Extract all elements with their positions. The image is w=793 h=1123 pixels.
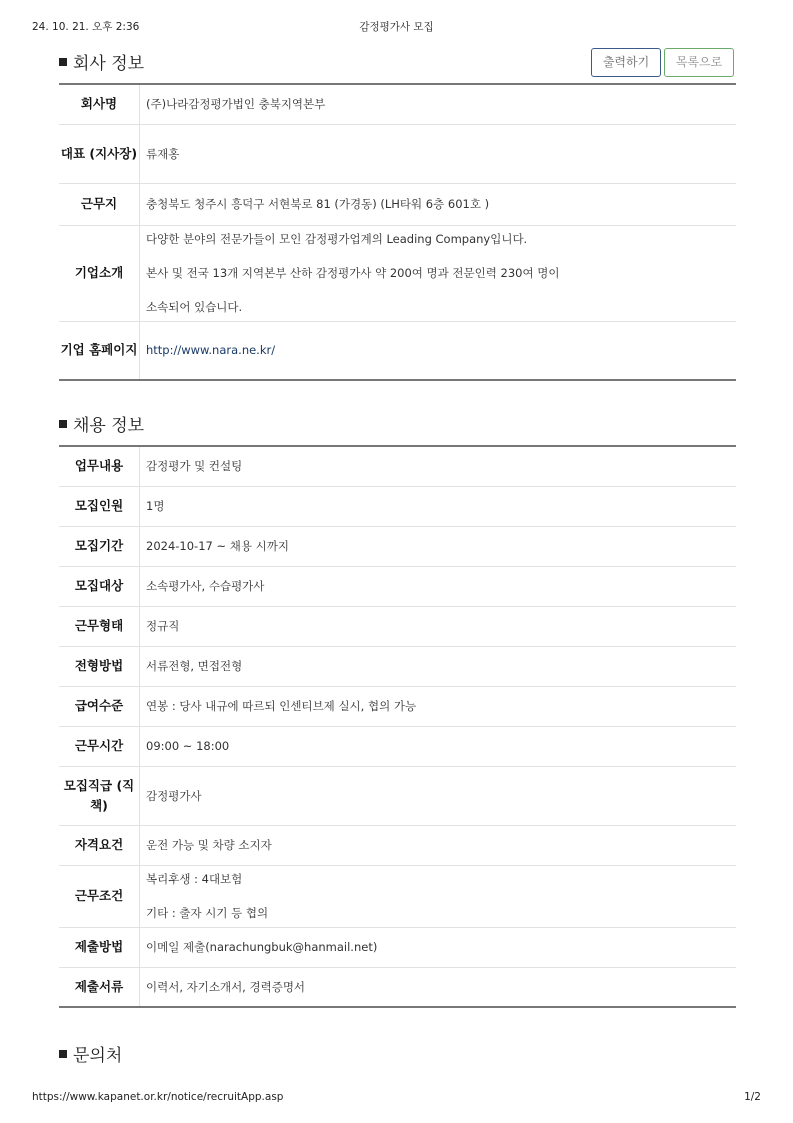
row-value: 09:00 ~ 18:00 — [140, 726, 737, 766]
table-row — [59, 446, 736, 486]
company-ceo: 류재홍 — [140, 124, 737, 183]
print-url: https://www.kapanet.or.kr/notice/recruitApp.asp — [32, 1091, 284, 1103]
row-label: 기업소개 — [59, 225, 140, 321]
homepage-link[interactable]: http://www.nara.ne.kr/ — [146, 343, 276, 358]
row-label: 근무시간 — [59, 726, 140, 766]
table-row — [59, 646, 736, 686]
table-row — [59, 825, 736, 865]
row-label: 근무조건 — [59, 865, 140, 927]
recruit-section-title-text: 채용 정보 — [73, 416, 145, 436]
row-label — [59, 766, 140, 825]
row-value: 감정평가 및 컨설팅 — [140, 446, 737, 486]
recruit-position: 감정평가사 — [140, 766, 737, 825]
row-label: 모집대상 — [59, 566, 140, 606]
contact-section-title-text: 문의처 — [73, 1046, 123, 1066]
table-row — [59, 686, 736, 726]
table-row — [59, 927, 736, 967]
row-value: 소속평가사, 수습평가사 — [140, 566, 737, 606]
row-label: 근무형태 — [59, 606, 140, 646]
row-label — [59, 124, 140, 183]
square-bullet-icon — [59, 58, 67, 66]
row-label — [59, 321, 140, 380]
square-bullet-icon — [59, 1050, 67, 1058]
table-row — [59, 967, 736, 1007]
table-row — [59, 124, 736, 183]
company-intro — [140, 225, 737, 321]
square-bullet-icon — [59, 420, 67, 428]
row-value: 정규직 — [140, 606, 737, 646]
print-date: 24. 10. 21. 오후 2:36 — [32, 21, 140, 33]
company-section-title — [59, 49, 144, 74]
row-label: 회사명 — [59, 84, 140, 124]
condition-line: 기타 : 출자 시기 등 협의 — [146, 906, 269, 920]
row-label: 급여수준 — [59, 686, 140, 726]
condition-line: 복리후생 : 4대보험 — [146, 872, 243, 886]
contact-section-title — [59, 1041, 122, 1066]
print-button[interactable]: 출력하기 — [591, 48, 661, 77]
intro-line: 소속되어 있습니다. — [146, 300, 243, 314]
recruit-submit-method: 이메일 제출(narachungbuk@hanmail.net) — [140, 927, 737, 967]
table-row — [59, 183, 736, 225]
row-label-line: 모집직급 — [63, 777, 113, 793]
print-page-title: 감정평가사 모집 — [359, 21, 434, 33]
table-row — [59, 726, 736, 766]
intro-line: 본사 및 전국 13개 지역본부 산하 감정평가사 약 200여 명과 전문인력 230여 명이 — [146, 266, 560, 280]
row-label: 모집기간 — [59, 526, 140, 566]
row-label: 전형방법 — [59, 646, 140, 686]
table-row — [59, 84, 736, 124]
list-button[interactable]: 목록으로 — [664, 48, 734, 77]
recruit-section-title — [59, 411, 144, 436]
row-label: 근무지 — [59, 183, 140, 225]
table-row — [59, 486, 736, 526]
table-row — [59, 606, 736, 646]
row-label: 제출방법 — [59, 927, 140, 967]
row-label: 제출서류 — [59, 967, 140, 1007]
print-header — [32, 19, 761, 35]
row-value: 1명 — [140, 486, 737, 526]
print-footer — [32, 1091, 761, 1107]
table-row — [59, 865, 736, 927]
recruit-conditions — [140, 865, 737, 927]
table-row — [59, 566, 736, 606]
company-location: 충청북도 청주시 흥덕구 서현북로 81 (가경동) (LH타워 6층 601호 ) — [140, 183, 737, 225]
row-value: 서류전형, 면접전형 — [140, 646, 737, 686]
row-label: 자격요건 — [59, 825, 140, 865]
company-section-title-text: 회사 정보 — [73, 54, 145, 74]
company-name: (주)나라감정평가법인 충북지역본부 — [140, 84, 737, 124]
row-value: 2024-10-17 ~ 채용 시까지 — [140, 526, 737, 566]
table-row — [59, 225, 736, 321]
row-value: 연봉 : 당사 내규에 따르되 인센티브제 실시, 협의 가능 — [140, 686, 737, 726]
row-label-line: (지사장) — [89, 145, 138, 161]
recruit-qualification: 운전 가능 및 차량 소지자 — [140, 825, 737, 865]
recruit-info-table — [59, 445, 736, 1008]
recruit-documents: 이력서, 자기소개서, 경력증명서 — [146, 979, 306, 994]
row-label-line: 대표 — [60, 145, 86, 161]
table-row — [59, 321, 736, 380]
row-label: 업무내용 — [59, 446, 140, 486]
table-row — [59, 526, 736, 566]
intro-line: 다양한 분야의 전문가들이 모인 감정평가업계의 Leading Company입니다. — [146, 232, 528, 246]
row-label-line: (직책) — [90, 777, 135, 813]
row-label-line: 홈페이지 — [89, 342, 138, 358]
page-number: 1/2 — [744, 1091, 761, 1103]
table-row — [59, 766, 736, 825]
company-homepage — [140, 321, 737, 380]
row-label: 모집인원 — [59, 486, 140, 526]
company-info-table — [59, 83, 736, 381]
row-label-line: 기업 — [60, 342, 85, 358]
